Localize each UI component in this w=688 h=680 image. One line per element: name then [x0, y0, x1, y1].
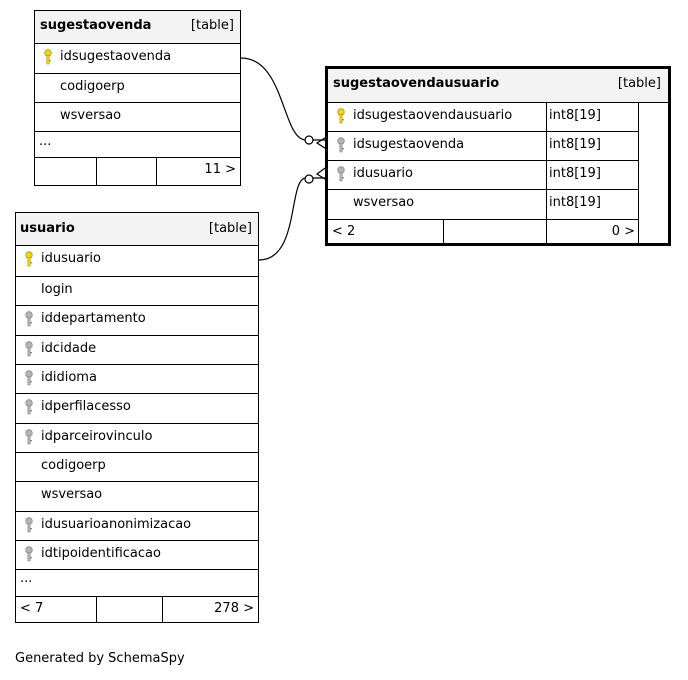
- column-type: int8[19]: [546, 160, 639, 189]
- column-name: idusuario: [353, 166, 413, 181]
- column-name: idtipoidentificacao: [41, 546, 161, 561]
- table-kind: [table]: [190, 18, 234, 33]
- column-name: wsversao: [41, 487, 103, 502]
- parents-count[interactable]: < 2: [332, 224, 356, 239]
- column-name: idsugestaovenda: [60, 49, 172, 64]
- column-name: idperfilacesso: [41, 399, 131, 414]
- children-count[interactable]: 278 >: [214, 601, 254, 616]
- table-name[interactable]: usuario: [20, 221, 75, 236]
- more-columns: ...: [39, 134, 52, 149]
- column-name: wsversao: [60, 108, 122, 123]
- table-kind: [table]: [617, 76, 661, 91]
- column-name: ididioma: [41, 370, 97, 385]
- column-name: idcidade: [41, 341, 97, 356]
- column-type: int8[19]: [546, 131, 639, 160]
- table-kind: [table]: [208, 221, 252, 236]
- relationship-line-usuario: [259, 178, 328, 260]
- table-name[interactable]: sugestaovenda: [40, 18, 152, 33]
- column-name: idsugestaovendausuario: [353, 108, 513, 123]
- relationship-line-sugestaovenda: [241, 58, 328, 140]
- children-count[interactable]: 11 >: [204, 162, 236, 177]
- more-columns: ...: [20, 571, 33, 586]
- relationship-crowfoot: [317, 136, 328, 150]
- column-type: int8[19]: [546, 189, 639, 219]
- column-name: codigoerp: [41, 458, 106, 473]
- column-name: idparceirovinculo: [41, 429, 153, 444]
- column-type: int8[19]: [546, 102, 639, 131]
- column-name: wsversao: [353, 195, 415, 210]
- column-name: codigoerp: [60, 79, 125, 94]
- table-name[interactable]: sugestaovendausuario: [333, 76, 500, 91]
- relationship-circle: [305, 175, 313, 183]
- column-name: login: [41, 282, 73, 297]
- relationship-crowfoot: [317, 166, 328, 181]
- footer-text: Generated by SchemaSpy: [15, 651, 185, 666]
- column-name: idusuarioanonimizacao: [41, 517, 192, 532]
- parents-count[interactable]: < 7: [20, 601, 44, 616]
- column-name: iddepartamento: [41, 311, 146, 326]
- column-name: idusuario: [41, 251, 101, 266]
- children-count[interactable]: 0 >: [611, 224, 635, 239]
- column-name: idsugestaovenda: [353, 137, 465, 152]
- relationship-circle: [305, 136, 313, 144]
